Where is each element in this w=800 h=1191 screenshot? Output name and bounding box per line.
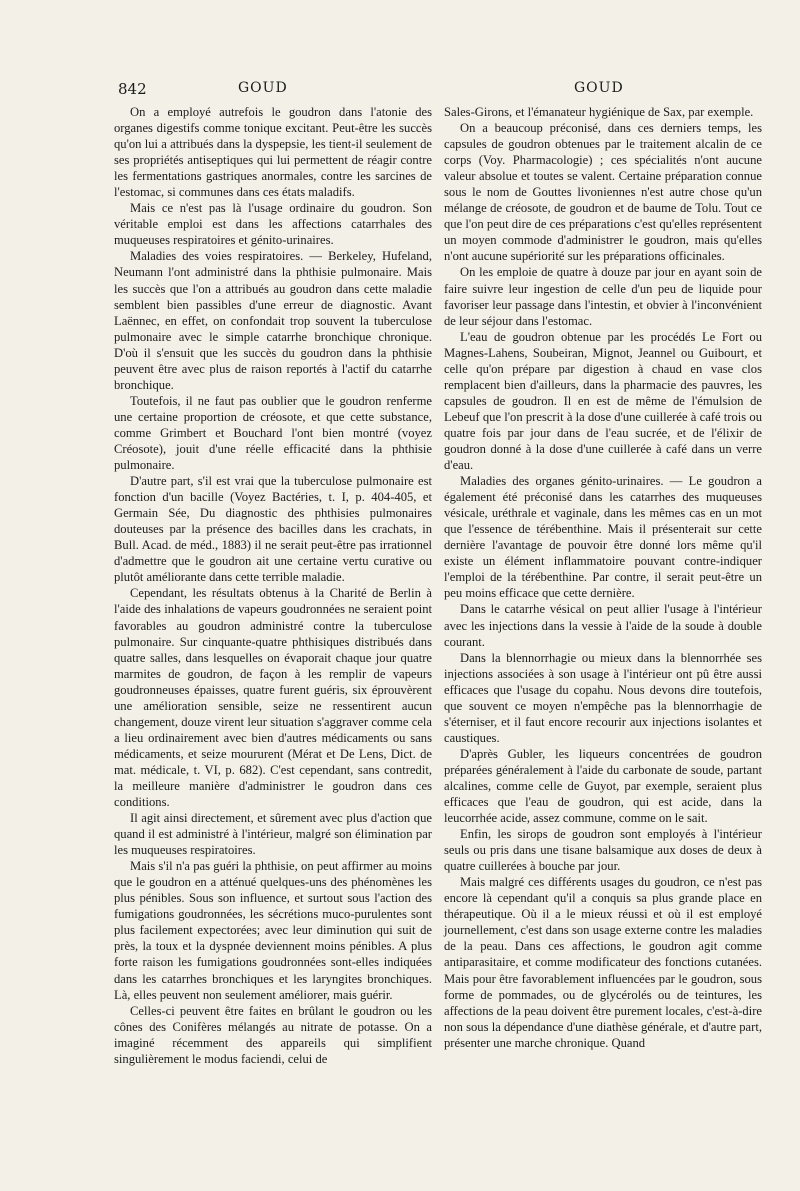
- paragraph: Maladies des organes génito-urinaires. — Le goudron a également été préconisé dans les catarrhes des muqueuses vésicale, uréthrale et vaginale, dans les mêmes cas en un mot que l'essence de térébenthine. Mais il présenterait sur cette dernière l'avantage de pouvoir être donné lors même qu'il existe un élément inflammatoire pouvant contre-indiquer l'emploi de la térébenthine. Par contre, il serait peut-être un peu moins efficace que cette dernière.: [444, 474, 762, 601]
- paragraph: Enfin, les sirops de goudron sont employés à l'intérieur seuls ou pris dans une tisane balsamique aux doses de deux à quatre cuillerées à bouche par jour.: [444, 827, 762, 874]
- page-number: 842: [118, 80, 147, 98]
- paragraph: Dans le catarrhe vésical on peut allier l'usage à l'intérieur avec les injections dans la vessie à l'aide de la soude à double courant.: [444, 602, 762, 649]
- paragraph: Dans la blennorrhagie ou mieux dans la blennorrhée ses injections associées à son usage à l'intérieur ont pû être aussi efficaces que l'usage du copahu. Nous devons dire toutefois, que souvent ce moyen n'empêche pas la blennorrhagie de s'éterniser, et il faut encore recourir aux injections isolantes et caustiques.: [444, 650, 762, 745]
- paragraph: On a beaucoup préconisé, dans ces derniers temps, les capsules de goudron obtenues par le traitement alcalin de ce corps (Voy. Pharmacologie) ; ces spécialités n'ont aucune valeur absolue et toutes se valent. Certaine préparation connue sous le nom de Gouttes livoniennes n'est autre chose qu'un mélange de créosote, de goudron et de baume de Tolu. Tout ce que l'on peut dire de ces préparations c'est qu'elles représentent un moyen commode d'administrer le goudron, mais qu'elles n'ont aucune supériorité sur les préparations officinales.: [444, 121, 762, 264]
- paragraph: D'après Gubler, les liqueurs concentrées de goudron préparées généralement à l'aide du carbonate de soude, partant alcalines, comme celle de Guyot, par exemple, seraient plus efficaces que l'eau de goudron, qui est acide, dans la leucorrhée acide, assez commune, comme on le sait.: [444, 746, 762, 826]
- paragraph: L'eau de goudron obtenue par les procédés Le Fort ou Magnes-Lahens, Soubeiran, Mignot, Jeannel ou Guibourt, et celle qu'on prépare par digestion à chaud en vase clos remplacent bien d'ailleurs, dans la pharmacie des pauvres, les capsules de goudron. Il en est de même de l'émulsion de Lebeuf que l'on prescrit à la dose d'une cuillerée à café trois ou quatre fois par jour dans de l'eau sucrée, et de l'élixir de goudron donné à la dose d'une cuillerée à café dans un verre d'eau.: [444, 329, 762, 473]
- paragraph: On les emploie de quatre à douze par jour en ayant soin de faire suivre leur ingestion de celle d'un peu de liquide pour favoriser leur passage dans l'intestin, et obvier à l'inconvénient de leur séjour dans l'estomac.: [444, 265, 762, 328]
- running-title-right: GOUD: [574, 80, 624, 96]
- paragraph: Celles-ci peuvent être faites en brûlant le goudron ou les cônes des Conifères mélangés au nitrate de potasse. On a imaginé récemment des appareils qui simplifient singulièrement le modus faciendi, celui de: [114, 1003, 432, 1066]
- left-column: [114, 104, 432, 1067]
- paragraph: Maladies des voies respiratoires. — Berkeley, Hufeland, Neumann l'ont administré dans la phthisie pulmonaire. Mais les succès que l'on a attribués au goudron dans cette maladie semblent bien passibles d'une erreur de diagnostic. Avant Laënnec, en effet, on confondait trop souvent la tuberculose pulmonaire avec le simple catarrhe bronchique chronique. D'où il s'ensuit que les succès du goudron dans la phthisie peuvent être avec plus de raison reportés à l'actif du catarrhe bronchique.: [114, 249, 432, 392]
- paragraph: On a employé autrefois le goudron dans l'atonie des organes digestifs comme tonique excitant. Peut-être les succès qu'on lui a attribués dans la dyspepsie, les tient-il seulement de ses propriétés antiseptiques qui lui permettent de réagir contre les fermentations gastriques anormales, contre les sarcines de l'estomac, si communes dans ces états maladifs.: [114, 105, 432, 200]
- paragraph: D'autre part, s'il est vrai que la tuberculose pulmonaire est fonction d'un bacille (Voyez Bactéries, t. I, p. 404-405, et Germain Sée, Du diagnostic des phthisies pulmonaires douteuses par la présence des bacilles dans les crachats, in Bull. Acad. de méd., 1883) il ne serait peut-être pas irrationnel d'admettre que le goudron ait une certaine vertu curative ou plutôt améliorante dans cette terrible maladie.: [114, 474, 432, 585]
- paragraph: Mais s'il n'a pas guéri la phthisie, on peut affirmer au moins que le goudron en a atténué quelques-uns des phénomènes les plus pénibles. Sous son influence, et surtout sous l'action des fumigations goudronnées, les sécrétions muco-purulentes sont plus facilement expectorées; avec leur diminution qui suit de près, la toux et la dyspnée deviennent moins pénibles. A plus forte raison les fumigations goudronnées sont-elles indiquées dans les catarrhes bronchiques et les laryngites bronchiques. Là, elles peuvent non seulement améliorer, mais guérir.: [114, 859, 432, 1002]
- paragraph: Mais ce n'est pas là l'usage ordinaire du goudron. Son véritable emploi est dans les affections catarrhales des muqueuses respiratoires et génito-urinaires.: [114, 201, 432, 248]
- paragraph-continued: Sales-Girons, et l'émanateur hygiénique de Sax, par exemple.: [444, 105, 754, 119]
- paragraph: Toutefois, il ne faut pas oublier que le goudron renferme une certaine proportion de créosote, et que cette substance, comme Grimbert et Bouchard l'ont bien montré (voyez Créosote), jouit d'une réelle efficacité dans la phthisie pulmonaire.: [114, 393, 432, 473]
- right-column: [444, 104, 762, 1051]
- running-title-left: GOUD: [238, 80, 288, 96]
- paragraph: Cependant, les résultats obtenus à la Charité de Berlin à l'aide des inhalations de vapeurs goudronnées ne seraient point favorables au goudron administré contre la tuberculose pulmonaire. Sur cinquante-quatre phthisiques distribués dans quatre salles, dans lesquelles on évaporait chaque jour quatre marmites de goudron, de façon à les remplir de vapeurs goudronneuses épaisses, quatre furent guéris, six éprouvèrent une amélioration sensible, seize ne ressentirent aucun changement, douze virent leur situation s'aggraver comme cela a lieu ordinairement avec bien d'autres médicaments ou sans médicaments, et seize moururent (Mérat et De Lens, Dict. de mat. médicale, t. VI, p. 682). C'est cependant, sans contredit, la meilleure manière d'administrer le goudron dans ces conditions.: [114, 586, 432, 810]
- paragraph: Mais malgré ces différents usages du goudron, ce n'est pas encore là cependant qu'il a conquis sa plus grande place en thérapeutique. Où il a le mieux réussi et où il est employé journellement, c'est dans son usage externe contre les maladies de la peau. Dans ces affections, le goudron agit comme antiparasitaire, et comme modificateur des fonctions cutanées. Mais pour être favorablement influencées par le goudron, sous forme de pommades, ou de glycérolés ou de teintures, les affections de la peau doivent être purement locales, c'est-à-dire non sous la dépendance d'une diathèse générale, et d'autre part, présenter une marche chronique. Quand: [444, 875, 762, 1050]
- paragraph: Il agit ainsi directement, et sûrement avec plus d'action que quand il est administré à l'intérieur, malgré son élimination par les muqueuses respiratoires.: [114, 811, 432, 858]
